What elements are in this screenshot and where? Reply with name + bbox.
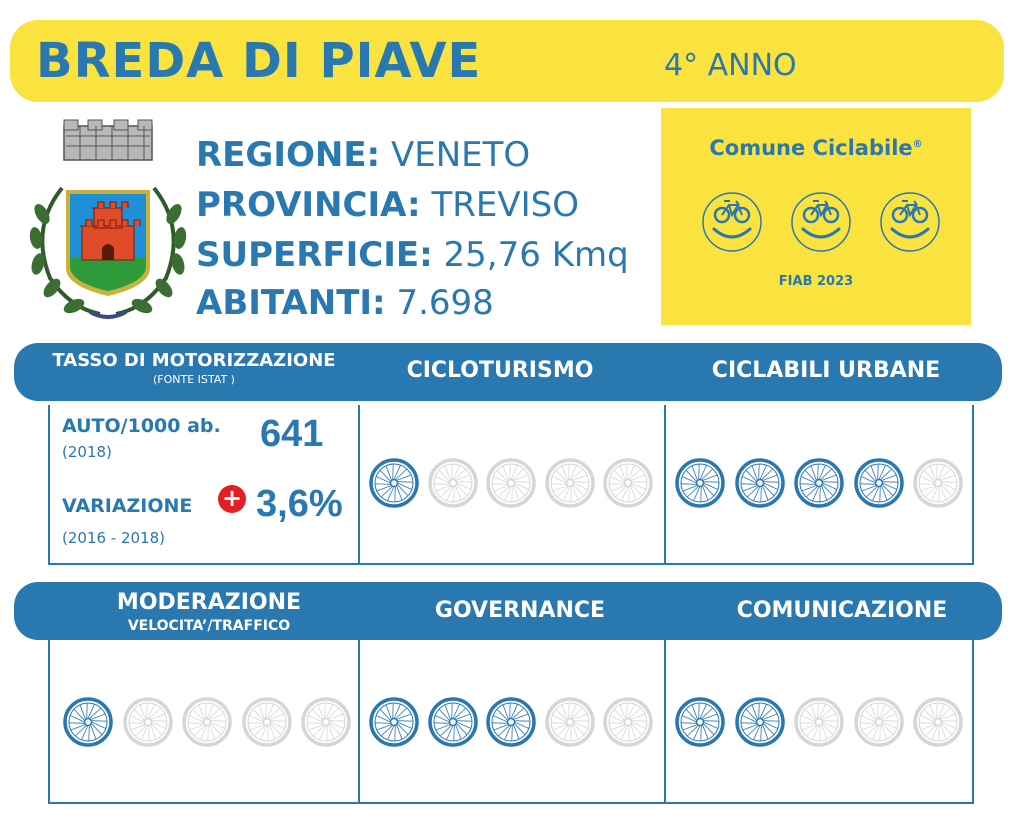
divider xyxy=(358,405,360,563)
auto-label: AUTO/1000 ab. xyxy=(62,415,221,437)
cicloturismo-rating xyxy=(368,457,654,511)
bicycle-wheel-icon xyxy=(674,457,726,509)
comune-ciclabile-badge xyxy=(661,108,971,325)
divider xyxy=(664,405,666,563)
info-abitanti xyxy=(196,280,494,326)
bicycle-wheel-icon xyxy=(368,457,420,509)
divider xyxy=(664,640,666,802)
motorizzazione-subtitle: (FONTE ISTAT ) xyxy=(153,373,235,386)
bicycle-wheel-icon xyxy=(544,696,596,748)
divider xyxy=(358,640,360,802)
badge-footer: FIAB 2023 xyxy=(778,274,854,289)
city-name: BREDA DI PIAVE xyxy=(36,33,482,89)
bicycle-wheel-icon xyxy=(427,696,479,748)
auto-year: (2018) xyxy=(62,443,112,461)
abitanti-label: ABITANTI: xyxy=(196,283,386,323)
regione-value: VENETO xyxy=(390,135,531,175)
moderazione-title: MODERAZIONE xyxy=(116,590,302,615)
ciclabili-urbane-rating xyxy=(674,457,964,511)
variazione-label: VARIAZIONE xyxy=(62,495,193,517)
governance-rating xyxy=(368,696,654,750)
auto-value: 641 xyxy=(260,413,324,455)
bicycle-wheel-icon xyxy=(734,457,786,509)
regione-label: REGIONE: xyxy=(196,135,381,175)
row1-boxes xyxy=(48,405,974,565)
info-regione xyxy=(196,132,530,178)
bicycle-wheel-icon xyxy=(122,696,174,748)
bicycle-wheel-icon xyxy=(853,696,905,748)
year-label: 4° ANNO xyxy=(664,48,797,83)
superficie-value: 25,76 Kmq xyxy=(443,235,629,275)
info-superficie xyxy=(196,232,629,278)
provincia-label: PROVINCIA: xyxy=(196,185,421,225)
bicycle-wheel-icon xyxy=(912,457,964,509)
badge-title xyxy=(661,136,971,160)
bicycle-wheel-icon xyxy=(544,457,596,509)
bicycle-wheel-icon xyxy=(485,696,537,748)
bicycle-wheel-icon xyxy=(241,696,293,748)
badge-title-text: Comune Ciclabile xyxy=(709,136,913,160)
bicycle-wheel-icon xyxy=(300,696,352,748)
bicycle-wheel-icon xyxy=(181,696,233,748)
bicycle-wheel-icon xyxy=(485,457,537,509)
comunicazione-title: COMUNICAZIONE xyxy=(736,598,948,623)
bike-smile-icon xyxy=(881,193,939,251)
abitanti-value: 7.698 xyxy=(396,283,494,323)
variazione-years: (2016 - 2018) xyxy=(62,529,166,547)
info-provincia xyxy=(196,182,579,228)
bike-smiles xyxy=(701,191,941,253)
bicycle-wheel-icon xyxy=(602,696,654,748)
bicycle-wheel-icon xyxy=(427,457,479,509)
bicycle-wheel-icon xyxy=(793,457,845,509)
superficie-label: SUPERFICIE: xyxy=(196,235,433,275)
ciclabili-urbane-title: CICLABILI URBANE xyxy=(711,358,941,383)
bicycle-wheel-icon xyxy=(674,696,726,748)
bike-smile-icon xyxy=(792,193,850,251)
bicycle-wheel-icon xyxy=(734,696,786,748)
bicycle-wheel-icon xyxy=(912,696,964,748)
bicycle-wheel-icon xyxy=(368,696,420,748)
variazione-value: 3,6% xyxy=(256,483,343,525)
moderazione-rating xyxy=(62,696,352,750)
bicycle-wheel-icon xyxy=(62,696,114,748)
row2-boxes xyxy=(48,640,974,804)
section-band-1 xyxy=(14,343,1002,401)
bicycle-wheel-icon xyxy=(853,457,905,509)
comunicazione-rating xyxy=(674,696,964,750)
bicycle-wheel-icon xyxy=(793,696,845,748)
section-band-2 xyxy=(14,582,1002,640)
registered-mark: ® xyxy=(912,139,923,150)
coat-of-arms-icon xyxy=(20,118,196,320)
provincia-value: TREVISO xyxy=(431,185,579,225)
bike-smile-icon xyxy=(703,193,761,251)
cicloturismo-title: CICLOTURISMO xyxy=(406,358,594,383)
governance-title: GOVERNANCE xyxy=(434,598,606,623)
motorizzazione-title: TASSO DI MOTORIZZAZIONE xyxy=(52,350,336,371)
plus-icon: + xyxy=(218,485,246,513)
moderazione-subtitle: VELOCITA’/TRAFFICO xyxy=(127,618,291,634)
bicycle-wheel-icon xyxy=(602,457,654,509)
